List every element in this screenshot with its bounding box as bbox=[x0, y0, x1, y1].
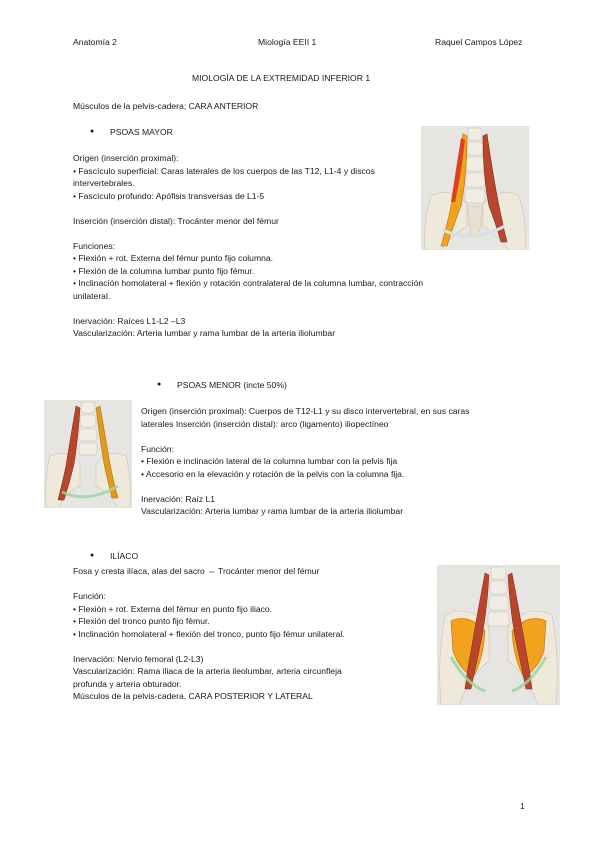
iliaco-line bbox=[73, 640, 433, 653]
header-center: Miología EEII 1 bbox=[258, 37, 317, 47]
iliaco-figure bbox=[437, 565, 560, 705]
iliaco-line: Función: bbox=[73, 591, 106, 601]
psoas-menor-illustration bbox=[44, 400, 132, 508]
header-right: Raquel Campos López bbox=[435, 37, 523, 47]
psoas-mayor-line: Vascularización: Arteria lumbar y rama lumbar de la arteria iliolumbar bbox=[73, 328, 336, 338]
iliaco-line: Inervación: Nervio femoral (L2-L3) bbox=[73, 653, 204, 664]
psoas-mayor-line: • Flexión de la columna lumbar punto fijo fémur. bbox=[73, 265, 255, 276]
psoas-mayor-line: • Flexión + rot. Externa del fémur punto fijo columna. bbox=[73, 253, 274, 263]
psoas-mayor-line: Funciones: bbox=[73, 240, 116, 251]
iliaco-line: Fosa y cresta ilíaca, alas del sacro ⇔ Trocánter menor del fémur bbox=[73, 566, 320, 576]
psoas-menor-line bbox=[141, 480, 531, 493]
psoas-menor-line: laterales Inserción (inserción distal): arco (ligamento) iliopectíneo bbox=[141, 418, 389, 429]
psoas-mayor-line: • Fascículo profundo: Apófisis transversas de L1-5 bbox=[73, 190, 265, 201]
psoas-mayor-line: • Fascículo superficial: Caras laterales de los cuerpos de las T12, L1-4 y discos bbox=[73, 165, 375, 176]
heading-psoas-mayor: ● PSOAS MAYOR bbox=[110, 127, 173, 137]
psoas-mayor-line: Origen (inserción proximal): bbox=[73, 153, 179, 163]
page-number: 1 bbox=[520, 801, 525, 811]
psoas-mayor-figure bbox=[421, 126, 529, 250]
psoas-menor-line: • Flexión e inclinación lateral de la columna lumbar con la pelvis fija bbox=[141, 456, 398, 466]
psoas-menor-line: Función: bbox=[141, 443, 174, 454]
iliaco-line: • Flexión + rot. Externa del fémur en punto fijo iliaco. bbox=[73, 603, 273, 614]
heading-psoas-menor: ● PSOAS MENOR (incte 50%) bbox=[177, 380, 287, 390]
psoas-menor-line: Vascularización: Arteria lumbar y rama lumbar de la arteria iliolumbar bbox=[141, 506, 404, 516]
psoas-menor-figure bbox=[44, 400, 132, 508]
psoas-mayor-illustration bbox=[421, 126, 529, 250]
psoas-menor-body bbox=[141, 405, 531, 518]
psoas-menor-line bbox=[141, 430, 531, 443]
iliaco-line: profunda y arteria obturador. bbox=[73, 678, 182, 689]
psoas-menor-line: Inervación: Raíz L1 bbox=[141, 493, 216, 504]
header-left: Anatomía 2 bbox=[73, 37, 117, 47]
psoas-mayor-line bbox=[73, 302, 433, 315]
iliaco-body bbox=[73, 565, 433, 703]
iliaco-illustration bbox=[437, 565, 560, 705]
psoas-mayor-body bbox=[73, 152, 433, 340]
psoas-mayor-line bbox=[73, 227, 433, 240]
page-title: MIOLOGÍA DE LA EXTREMIDAD INFERIOR 1 bbox=[192, 73, 371, 83]
psoas-mayor-line: Inserción (inserción distal): Trocánter menor del fémur bbox=[73, 215, 279, 226]
iliaco-line: Músculos de la pelvis-cadera. CARA POSTERIOR Y LATERAL bbox=[73, 691, 313, 701]
heading-iliaco: ● ILÍACO bbox=[110, 551, 138, 561]
psoas-menor-line: Origen (inserción proximal): Cuerpos de T12-L1 y su disco intervertebral, en sus caras bbox=[141, 406, 470, 416]
psoas-mayor-line: unilateral. bbox=[73, 290, 111, 301]
psoas-mayor-line: intervertebrales. bbox=[73, 178, 135, 188]
psoas-mayor-line: • Inclinación homolateral + flexión y rotación contralateral de la columna lumbar, contracción bbox=[73, 278, 424, 288]
psoas-menor-line: • Accesorio en la elevación y rotación de la pelvis con la columna fija. bbox=[141, 468, 405, 479]
psoas-mayor-line bbox=[73, 202, 433, 215]
iliaco-line: • Inclinación homolateral + flexión del tronco, punto fijo fémur unilateral. bbox=[73, 628, 345, 639]
section-subtitle: Músculos de la pelvis-cadera; CARA ANTERIOR bbox=[73, 101, 259, 111]
iliaco-line bbox=[73, 578, 433, 591]
iliaco-line: Vascularización: Rama iliaca de la arteria ileolumbar, arteria circunfleja bbox=[73, 666, 342, 676]
iliaco-line: • Flexión del tronco punto fijo fémur. bbox=[73, 616, 210, 626]
psoas-mayor-line: Inervación: Raíces L1-L2 –L3 bbox=[73, 315, 186, 326]
